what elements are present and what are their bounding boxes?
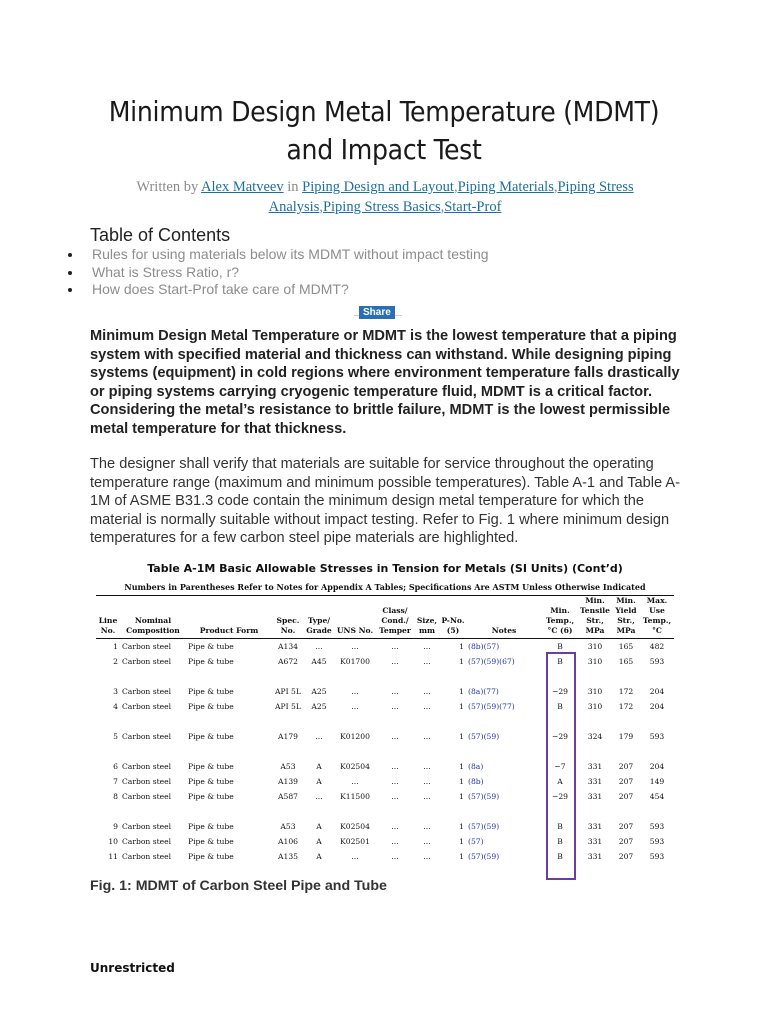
cell-comp: Carbon steel: [122, 792, 172, 801]
mdmt-highlight-box: [546, 652, 576, 880]
cell-mintemp: −29: [551, 732, 569, 741]
toc-list: [66, 246, 489, 299]
cell-line: 10: [108, 837, 118, 846]
cell-pno: 1: [459, 687, 464, 696]
cell-size: ...: [423, 852, 431, 861]
cell-notes: (57)(59): [468, 732, 500, 741]
cell-spec: A53: [280, 762, 296, 771]
cell-cond: ...: [391, 792, 399, 801]
cell-mintemp: B: [557, 837, 563, 846]
cell-form: Pipe & tube: [188, 837, 234, 846]
cell-tensile: 331: [587, 777, 603, 786]
cell-yield: 207: [618, 852, 634, 861]
cell-tensile: 310: [587, 702, 603, 711]
cell-form: Pipe & tube: [188, 702, 234, 711]
cell-uns: ...: [351, 642, 359, 651]
toc-item-start-prof[interactable]: How does Start-Prof take care of MDMT?: [66, 281, 489, 299]
cell-spec: A179: [278, 732, 298, 741]
cell-form: Pipe & tube: [188, 777, 234, 786]
cell-maxuse: 204: [649, 687, 665, 696]
table-row: [96, 639, 674, 655]
cell-uns: K02501: [340, 837, 370, 846]
cell-uns: ...: [351, 687, 359, 696]
cell-mintemp: B: [557, 822, 563, 831]
cell-notes: (8b)(57): [468, 642, 500, 651]
cell-notes: (8a): [468, 762, 484, 771]
cell-yield: 172: [618, 687, 634, 696]
cell-line: 3: [113, 687, 118, 696]
cell-tensile: 324: [587, 732, 603, 741]
cell-line: 2: [113, 657, 118, 666]
cell-line: 7: [113, 777, 118, 786]
footer-classification: Unrestricted: [90, 961, 175, 975]
cell-cond: ...: [391, 777, 399, 786]
cell-type: A45: [311, 657, 327, 666]
cell-uns: ...: [351, 852, 359, 861]
cell-pno: 1: [459, 837, 464, 846]
cell-notes: (8b): [468, 777, 484, 786]
cell-type: ...: [315, 642, 323, 651]
cell-size: ...: [423, 642, 431, 651]
table-row: [96, 819, 674, 834]
written-by-label: Written by: [136, 179, 199, 195]
cell-mintemp: A: [557, 777, 563, 786]
category-link-piping-stress-basics[interactable]: Piping Stress Basics: [322, 199, 441, 215]
cell-spec: A53: [280, 822, 296, 831]
allowable-stress-table-figure: [96, 562, 674, 864]
cell-form: Pipe & tube: [188, 822, 234, 831]
table-row: [96, 834, 674, 849]
col-header-type: Type/ Grade: [304, 596, 334, 639]
cell-cond: ...: [391, 852, 399, 861]
cell-form: Pipe & tube: [188, 657, 234, 666]
cell-pno: 1: [459, 732, 464, 741]
cell-uns: K11500: [340, 792, 370, 801]
cell-size: ...: [423, 822, 431, 831]
separator: ,: [440, 199, 445, 215]
spacer-cell: [96, 804, 674, 819]
spacer-cell: [96, 744, 674, 759]
cell-comp: Carbon steel: [122, 657, 172, 666]
cell-size: ...: [423, 732, 431, 741]
cell-size: ...: [423, 762, 431, 771]
toc-item-stress-ratio[interactable]: What is Stress Ratio, r?: [66, 264, 489, 282]
cell-maxuse: 454: [649, 792, 665, 801]
cell-pno: 1: [459, 702, 464, 711]
cell-yield: 165: [618, 657, 634, 666]
cell-comp: Carbon steel: [122, 762, 172, 771]
cell-type: A: [316, 822, 322, 831]
cell-notes: (57)(59)(77): [468, 702, 515, 711]
cell-notes: (8a)(77): [468, 687, 499, 696]
cell-spec: A135: [278, 852, 298, 861]
separator: ,: [319, 199, 323, 215]
in-label: in: [283, 179, 299, 195]
cell-cond: ...: [391, 702, 399, 711]
cell-form: Pipe & tube: [188, 852, 234, 861]
cell-yield: 207: [618, 822, 634, 831]
category-link-piping-design[interactable]: Piping Design and Layout: [302, 179, 454, 195]
cell-comp: Carbon steel: [122, 852, 172, 861]
cell-mintemp: B: [557, 642, 563, 651]
cell-type: ...: [315, 792, 323, 801]
col-header-condition: Class/ Cond./ Temper: [376, 596, 414, 639]
cell-yield: 207: [618, 762, 634, 771]
cell-maxuse: 482: [649, 642, 665, 651]
cell-cond: ...: [391, 732, 399, 741]
cell-form: Pipe & tube: [188, 792, 234, 801]
cell-type: A25: [311, 687, 327, 696]
cell-maxuse: 593: [649, 822, 665, 831]
row-spacer: [96, 714, 674, 729]
cell-comp: Carbon steel: [122, 837, 172, 846]
cell-notes: (57)(59)(67): [468, 657, 515, 666]
cell-pno: 1: [459, 762, 464, 771]
cell-maxuse: 204: [649, 762, 665, 771]
col-header-tensile: Min. Tensile Str., MPa: [578, 596, 612, 639]
toc-heading: Table of Contents: [90, 225, 231, 245]
page-title: [0, 93, 768, 169]
figure-caption: Fig. 1: MDMT of Carbon Steel Pipe and Tube: [90, 878, 387, 894]
cell-tensile: 331: [587, 762, 603, 771]
col-header-pno: P-No. (5): [440, 596, 466, 639]
cell-pno: 1: [459, 777, 464, 786]
cell-type: A25: [311, 702, 327, 711]
title-line-1: Minimum Design Metal Temperature (MDMT): [108, 95, 660, 128]
col-header-uns: UNS No.: [334, 596, 376, 639]
table-row: [96, 729, 674, 744]
cell-spec: A106: [278, 837, 298, 846]
cell-size: ...: [423, 657, 431, 666]
cell-line: 1: [113, 642, 118, 651]
cell-type: A: [316, 777, 322, 786]
cell-form: Pipe & tube: [188, 642, 234, 651]
cell-type: A: [316, 762, 322, 771]
byline: [90, 177, 680, 217]
cell-yield: 207: [618, 777, 634, 786]
table-row: [96, 759, 674, 774]
cell-pno: 1: [459, 822, 464, 831]
cell-line: 11: [108, 852, 118, 861]
cell-comp: Carbon steel: [122, 822, 172, 831]
col-header-composition: Nominal Composition: [120, 596, 186, 639]
cell-cond: ...: [391, 642, 399, 651]
cell-comp: Carbon steel: [122, 732, 172, 741]
cell-cond: ...: [391, 687, 399, 696]
table-row: [96, 789, 674, 804]
col-header-spec: Spec. No.: [272, 596, 304, 639]
cell-maxuse: 204: [649, 702, 665, 711]
table-subtitle: Numbers in Parentheses Refer to Notes for Appendix A Tables; Specifications Are ASTM Unless Otherwise Indicated: [124, 582, 646, 592]
cell-notes: (57)(59): [468, 852, 500, 861]
cell-spec: API 5L: [275, 687, 301, 696]
table-body: [96, 639, 674, 865]
cell-yield: 172: [618, 702, 634, 711]
cell-form: Pipe & tube: [188, 732, 234, 741]
table-row: [96, 684, 674, 699]
cell-yield: 165: [618, 642, 634, 651]
cell-yield: 207: [618, 792, 634, 801]
author-link[interactable]: Alex Matveev: [201, 179, 284, 195]
cell-notes: (57)(59): [468, 792, 500, 801]
cell-uns: K01700: [340, 657, 370, 666]
category-link-piping-materials[interactable]: Piping Materials: [457, 179, 554, 195]
cell-mintemp: −29: [551, 792, 569, 801]
cell-type: A: [316, 852, 322, 861]
cell-tensile: 331: [587, 822, 603, 831]
cell-comp: Carbon steel: [122, 777, 172, 786]
cell-line: 8: [113, 792, 118, 801]
cell-yield: 179: [618, 732, 634, 741]
cell-spec: A134: [278, 642, 298, 651]
cell-maxuse: 593: [649, 732, 665, 741]
cell-spec: A672: [278, 657, 298, 666]
cell-mintemp: B: [557, 702, 563, 711]
cell-spec: API 5L: [275, 702, 301, 711]
cell-tensile: 310: [587, 657, 603, 666]
spacer-cell: [96, 714, 674, 729]
row-spacer: [96, 804, 674, 819]
table-row: [96, 699, 674, 714]
cell-maxuse: 593: [649, 837, 665, 846]
col-header-min-temp: Min. Temp., °C (6): [542, 596, 578, 639]
cell-cond: ...: [391, 822, 399, 831]
cell-uns: K02504: [340, 762, 370, 771]
cell-size: ...: [423, 702, 431, 711]
col-header-yield: Min. Yield Str., MPa: [612, 596, 640, 639]
cell-size: ...: [423, 777, 431, 786]
cell-line: 4: [113, 702, 118, 711]
cell-uns: ...: [351, 702, 359, 711]
table-row: [96, 654, 674, 669]
category-link-start-prof[interactable]: Start-Prof: [444, 199, 502, 215]
table-row: [96, 849, 674, 864]
cell-mintemp: −7: [554, 762, 566, 771]
stress-table: [96, 596, 674, 864]
toc-item-mdmt-rules[interactable]: Rules for using materials below its MDMT without impact testing: [66, 246, 489, 264]
spacer-cell: [96, 669, 674, 684]
cell-pno: 1: [459, 792, 464, 801]
cell-tensile: 331: [587, 792, 603, 801]
cell-uns: K02504: [340, 822, 370, 831]
cell-cond: ...: [391, 837, 399, 846]
cell-size: ...: [423, 687, 431, 696]
cell-comp: Carbon steel: [122, 687, 172, 696]
cell-form: Pipe & tube: [188, 687, 234, 696]
col-header-product-form: Product Form: [186, 596, 272, 639]
cell-tensile: 310: [587, 642, 603, 651]
col-header-notes: Notes: [466, 596, 542, 639]
cell-yield: 207: [618, 837, 634, 846]
cell-line: 6: [113, 762, 118, 771]
cell-pno: 1: [459, 657, 464, 666]
row-spacer: [96, 669, 674, 684]
cell-uns: K01200: [340, 732, 370, 741]
col-header-size: Size, mm: [414, 596, 440, 639]
cell-type: A: [316, 837, 322, 846]
cell-spec: A587: [278, 792, 298, 801]
table-row: [96, 774, 674, 789]
cell-maxuse: 593: [649, 657, 665, 666]
cell-type: ...: [315, 732, 323, 741]
cell-tensile: 331: [587, 852, 603, 861]
title-line-2: and Impact Test: [286, 133, 482, 166]
cell-tensile: 310: [587, 687, 603, 696]
body-paragraph: The designer shall verify that materials are suitable for service throughout the operating temperature range (maximum and minimum possible temperatures). Table A-1 and Table A-1M of ASME B31.3 code contain the minimum design metal temperature for which the material is normally suitable without impact testing. Refer to Fig. 1 where minimum design temperatures for a few carbon steel pipe materials are highlighted.: [90, 456, 680, 547]
cell-maxuse: 593: [649, 852, 665, 861]
cell-notes: (57): [468, 837, 484, 846]
lead-paragraph: Minimum Design Metal Temperature or MDMT is the lowest temperature that a piping system with specified material and thickness can withstand. While designing piping systems (equipment) in cold regions where environment temperature falls drastically or piping systems carrying cryogenic temperature fluid, MDMT is a critical factor. Considering the metal’s resistance to brittle failure, MDMT is the lowest permissible metal temperature for that thickness.: [90, 328, 680, 437]
separator: ,: [453, 179, 458, 195]
category-link-piping-stress-analysis[interactable]: Piping Stress Analysis: [268, 179, 634, 215]
cell-size: ...: [423, 837, 431, 846]
cell-mintemp: −29: [551, 687, 569, 696]
separator: ,: [553, 179, 558, 195]
cell-comp: Carbon steel: [122, 642, 172, 651]
row-spacer: [96, 744, 674, 759]
cell-mintemp: B: [557, 852, 563, 861]
table-title: Table A-1M Basic Allowable Stresses in Tension for Metals (SI Units) (Cont’d): [147, 562, 623, 575]
cell-cond: ...: [391, 762, 399, 771]
cell-pno: 1: [459, 642, 464, 651]
cell-uns: ...: [351, 777, 359, 786]
col-header-max-use: Max. Use Temp., °C: [640, 596, 674, 639]
cell-mintemp: B: [557, 657, 563, 666]
cell-line: 5: [113, 732, 118, 741]
cell-form: Pipe & tube: [188, 762, 234, 771]
cell-maxuse: 149: [649, 777, 665, 786]
col-header-line: Line No.: [96, 596, 120, 639]
cell-cond: ...: [391, 657, 399, 666]
cell-spec: A139: [278, 777, 298, 786]
cell-pno: 1: [459, 852, 464, 861]
cell-tensile: 331: [587, 837, 603, 846]
cell-line: 9: [113, 822, 118, 831]
cell-notes: (57)(59): [468, 822, 500, 831]
cell-size: ...: [423, 792, 431, 801]
cell-comp: Carbon steel: [122, 702, 172, 711]
share-button[interactable]: Share: [359, 306, 395, 319]
